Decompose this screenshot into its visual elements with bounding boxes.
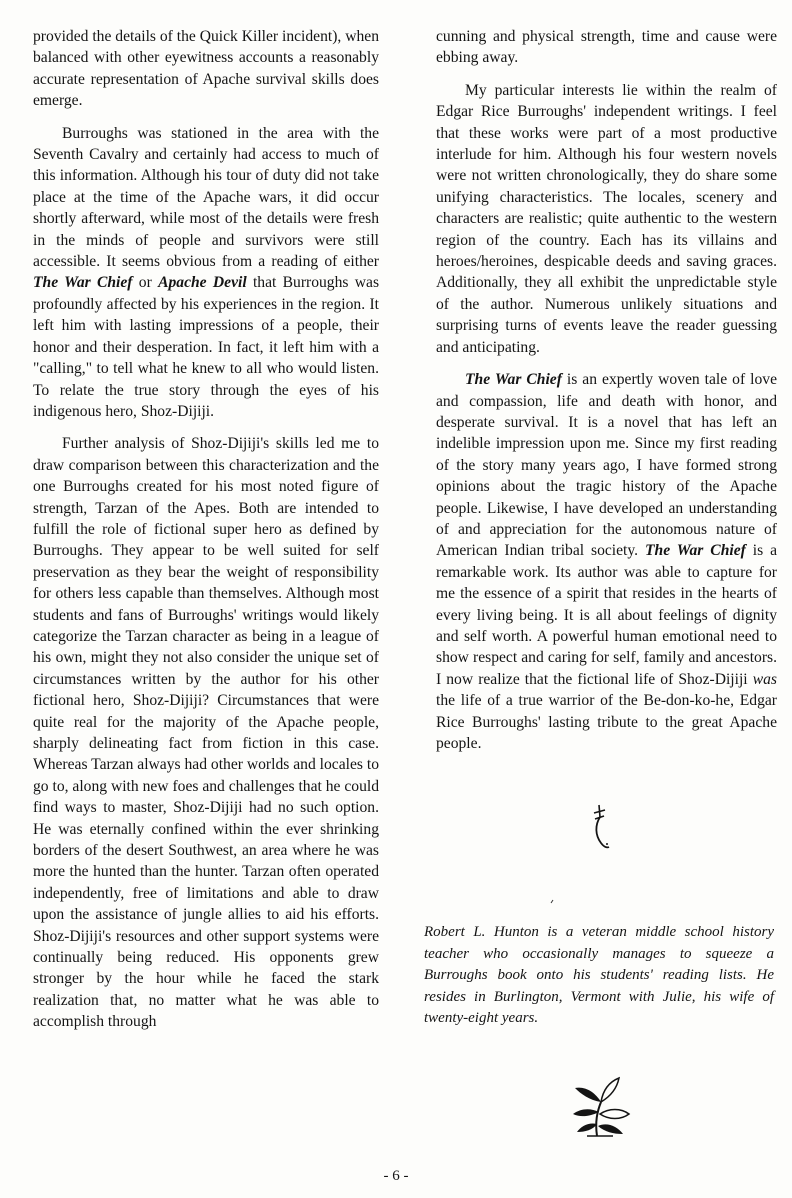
right-paragraph-3 [436,369,777,754]
right-paragraph-3-text-a: is an expertly woven tale of love and compassion, life and death with honor, and desperate survival. It is a novel that has left an indelible impression upon me. Since my first reading of the story many years ago, I have formed strong opinions about the tragic history of the Apache people. Likewise, I have developed an understanding of and appreciation for the autonomous nature of American Indian tribal society. [436,371,777,560]
book-title-apache-devil: Apache Devil [158,274,247,292]
left-paragraph-2-text-a: Burroughs was stationed in the area with the Seventh Cavalry and certainly had access to much of this information. Although his tour of duty did not take place at the time of the Apache wars, it did occur shortly afterward, while most of the details were fresh in the minds of people and survivors were still accessible. It seems obvious from a reading of either [33,124,379,271]
left-paragraph-2-text-b: or [132,274,159,292]
right-paragraph-2: My particular interests lie within the realm of Edgar Rice Burroughs' independent writings. I feel that these works were part of a most productive interlude for him. Although his four western novels were not written chronologically, they do share some unifying characteristics. The locales, scenery and characters are realistic; quite authentic to the western region of the country. Each has its villains and heroes/heroines, despicable deeds and saving graces. Additionally, they all exhibit the unpredictable style of the author. Numerous unlikely situations and surprising turns of events leave the reader guessing and anticipating. [436,81,777,356]
quill-ornament-icon [585,803,615,853]
book-title-war-chief: The War Chief [645,542,746,560]
left-paragraph-2 [33,123,379,423]
right-paragraph-3-text-b: is a remarkable work. Its author was able to capture for me the essence of a spirit that resides in the hearts of every living being. It is all about feelings of dignity and self worth. A powerful human emotional need to show respect and caring for self, family and ancestors. I now realize that the fictional life of Shoz-Dijiji [436,542,777,688]
left-column [33,26,379,1033]
emphasis-was: was [752,670,777,688]
page-number: - 6 - [383,1168,409,1184]
author-bio [424,922,774,1030]
left-paragraph-3: Further analysis of Shoz-Dijiji's skills led me to draw comparison between this characterization and the one Burroughs created for his most noted figure of strength, Tarzan of the Apes. Both are intended to fulfill the role of fictional super hero as defined by Burroughs. They appear to be well suited for self preservation as they bear the weight of responsibility for others less capable than themselves. Although most students and fans of Burroughs' writings would likely categorize the Tarzan character as being in a league of his own, might they not also consider the unique set of circumstances written by the author for his other fictional hero, Shoz-Dijiji? Circumstances that were quite real for the majority of the Apache people, sharply delineating fact from fiction in this case. Whereas Tarzan always had other worlds and locales to go to, along with new foes and challenges that he could find ways to master, Shoz-Dijiji had no such option. He was eternally confined within the ever shrinking borders of the desert Southwest, an area where he was more the hunted than the hunter. Tarzan often operated independently, free of limitations and able to draw upon the assistance of jungle allies to aid his efforts. Shoz-Dijiji's resources and other support systems were continually being reduced. His opponents grew stronger by the hour while he faced the stark realization that, no matter what he was able to accomplish through [33,435,380,1031]
right-column [436,26,777,754]
right-paragraph-3-text-c: the life of a true warrior of the Be-don-ko-he, Edgar Rice Burroughs' lasting tribute to the great Apache people. [436,692,777,752]
book-title-war-chief: The War Chief [465,371,562,389]
left-paragraph-1: provided the details of the Quick Killer incident), when balanced with other eyewitness accounts a reasonably accurate representation of Apache survival skills does emerge. [33,28,379,110]
left-paragraph-2-text-c: that Burroughs was profoundly affected by his experiences in the region. It left him with lasting impressions of a people, their honor and their desperation. In fact, it left him with a "calling," to tell what he knew to all who would listen. To relate the true story through the eyes of his indigenous hero, Shoz-Dijiji. [33,274,380,420]
author-bio-text: Robert L. Hunton is a veteran middle school history teacher who occasionally manages to squeeze a Burroughs book onto his students' reading lists. He resides in Burlington, Vermont with Julie, his wife of twenty-eight years. [424,924,774,1027]
right-paragraph-1: cunning and physical strength, time and cause were ebbing away. [436,28,777,67]
fern-plant-icon [567,1072,633,1138]
book-title-war-chief: The War Chief [33,274,133,292]
ink-mark-icon [550,899,554,904]
